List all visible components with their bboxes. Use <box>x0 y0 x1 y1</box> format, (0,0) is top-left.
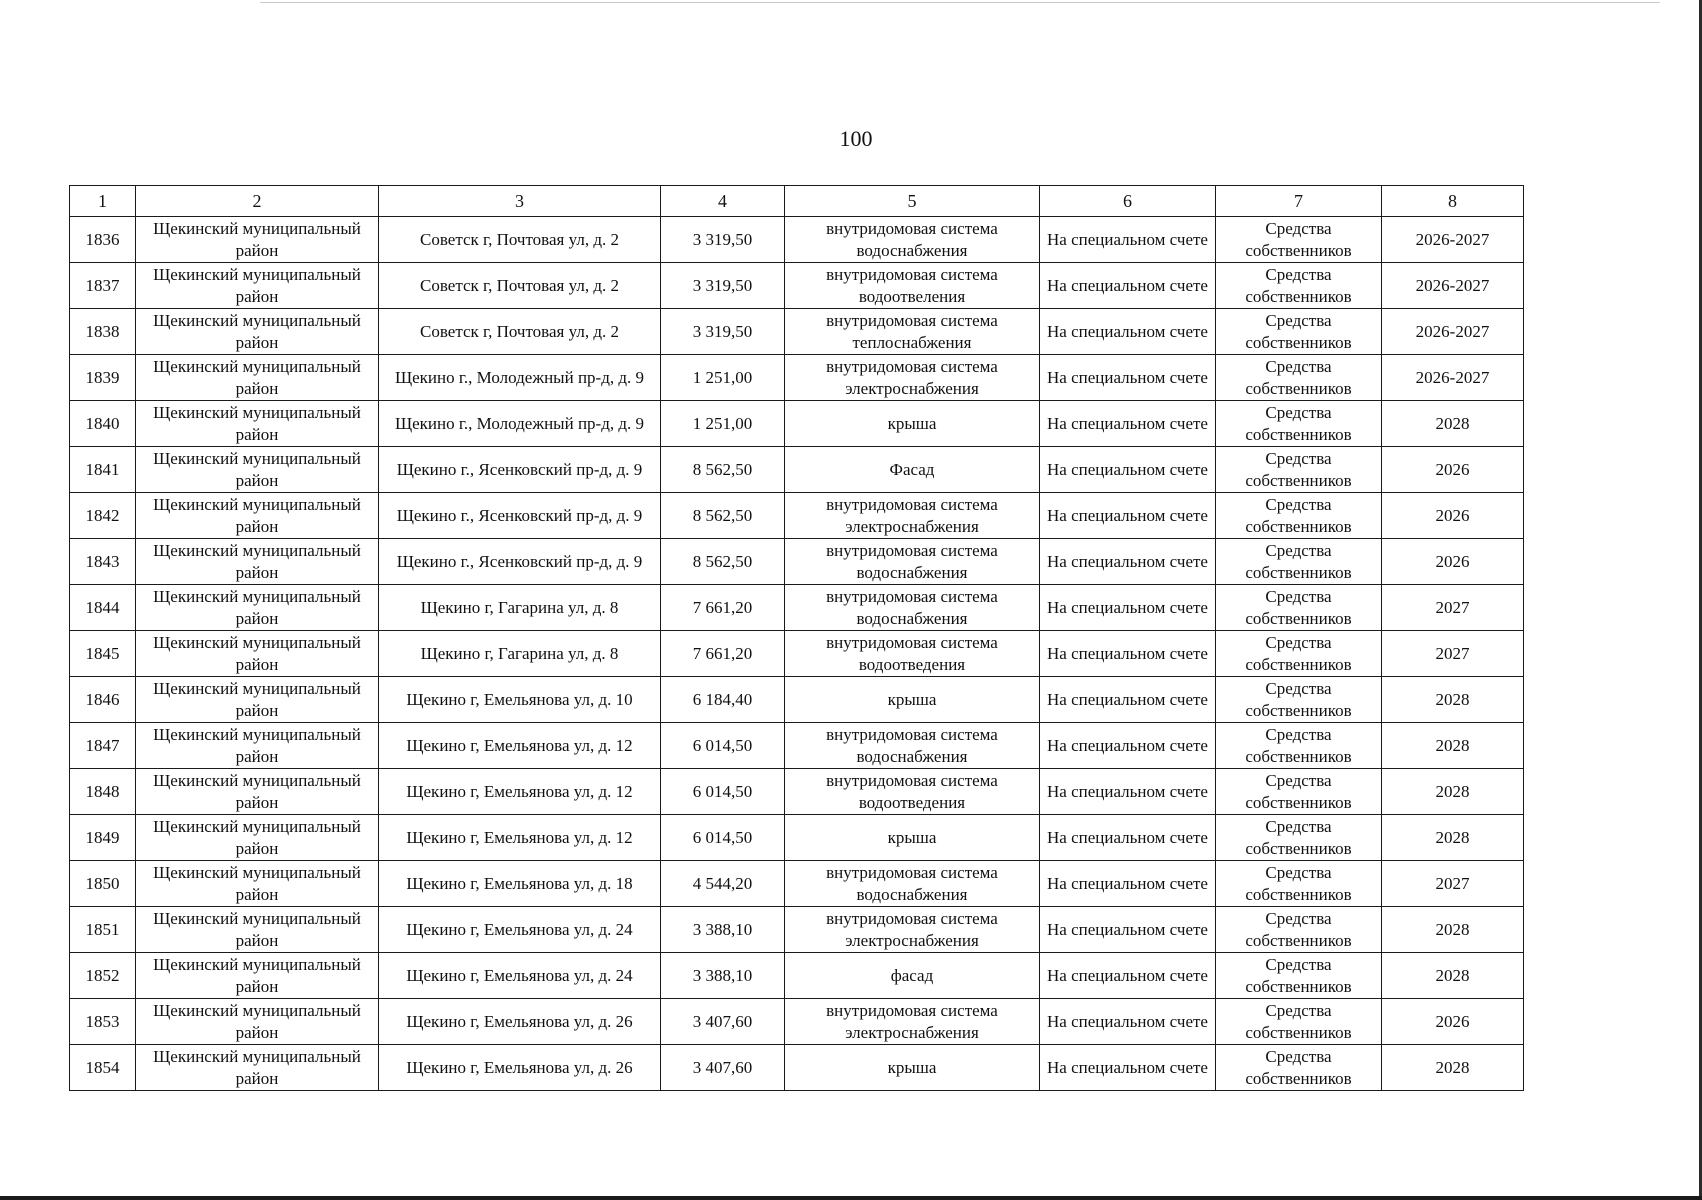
account-type-cell: На специальном счете <box>1040 907 1216 953</box>
cost-cell: 3 407,60 <box>661 999 785 1045</box>
district-cell: Щекинский муниципальный район <box>136 815 379 861</box>
work-type-cell: фасад <box>785 953 1040 999</box>
district-cell: Щекинский муниципальный район <box>136 769 379 815</box>
register-table <box>69 185 1524 1091</box>
row-number-cell: 1846 <box>70 677 136 723</box>
funding-source-cell: Средства собственников <box>1216 723 1382 769</box>
work-type-cell: внутридомовая система теплоснабжения <box>785 309 1040 355</box>
table-row <box>70 815 1524 861</box>
table-row <box>70 907 1524 953</box>
period-cell: 2028 <box>1382 401 1524 447</box>
table-row <box>70 263 1524 309</box>
work-type-cell: крыша <box>785 1045 1040 1091</box>
table-row <box>70 769 1524 815</box>
cost-cell: 6 184,40 <box>661 677 785 723</box>
address-cell: Щекино г, Гагарина ул, д. 8 <box>379 585 661 631</box>
period-cell: 2026-2027 <box>1382 263 1524 309</box>
cost-cell: 6 014,50 <box>661 815 785 861</box>
period-cell: 2027 <box>1382 585 1524 631</box>
district-cell: Щекинский муниципальный район <box>136 907 379 953</box>
address-cell: Щекино г, Гагарина ул, д. 8 <box>379 631 661 677</box>
account-type-cell: На специальном счете <box>1040 447 1216 493</box>
district-cell: Щекинский муниципальный район <box>136 861 379 907</box>
cost-cell: 8 562,50 <box>661 447 785 493</box>
address-cell: Щекино г, Емельянова ул, д. 10 <box>379 677 661 723</box>
address-cell: Щекино г., Молодежный пр-д, д. 9 <box>379 401 661 447</box>
funding-source-cell: Средства собственников <box>1216 907 1382 953</box>
account-type-cell: На специальном счете <box>1040 999 1216 1045</box>
table-row <box>70 723 1524 769</box>
account-type-cell: На специальном счете <box>1040 815 1216 861</box>
account-type-cell: На специальном счете <box>1040 631 1216 677</box>
period-cell: 2028 <box>1382 723 1524 769</box>
address-cell: Щекино г, Емельянова ул, д. 24 <box>379 953 661 999</box>
funding-source-cell: Средства собственников <box>1216 447 1382 493</box>
district-cell: Щекинский муниципальный район <box>136 953 379 999</box>
row-number-cell: 1851 <box>70 907 136 953</box>
row-number-cell: 1842 <box>70 493 136 539</box>
funding-source-cell: Средства собственников <box>1216 263 1382 309</box>
district-cell: Щекинский муниципальный район <box>136 723 379 769</box>
funding-source-cell: Средства собственников <box>1216 217 1382 263</box>
row-number-cell: 1847 <box>70 723 136 769</box>
cost-cell: 7 661,20 <box>661 585 785 631</box>
table-row <box>70 217 1524 263</box>
work-type-cell: внутридомовая система электроснабжения <box>785 999 1040 1045</box>
address-cell: Щекино г, Емельянова ул, д. 12 <box>379 769 661 815</box>
row-number-cell: 1844 <box>70 585 136 631</box>
cost-cell: 8 562,50 <box>661 539 785 585</box>
funding-source-cell: Средства собственников <box>1216 355 1382 401</box>
address-cell: Щекино г., Молодежный пр-д, д. 9 <box>379 355 661 401</box>
work-type-cell: внутридомовая система водоснабжения <box>785 217 1040 263</box>
row-number-cell: 1854 <box>70 1045 136 1091</box>
table-row <box>70 493 1524 539</box>
district-cell: Щекинский муниципальный район <box>136 677 379 723</box>
work-type-cell: внутридомовая система электроснабжения <box>785 355 1040 401</box>
table-row <box>70 401 1524 447</box>
cost-cell: 4 544,20 <box>661 861 785 907</box>
funding-source-cell: Средства собственников <box>1216 585 1382 631</box>
funding-source-cell: Средства собственников <box>1216 401 1382 447</box>
period-cell: 2026 <box>1382 999 1524 1045</box>
column-number-5: 5 <box>785 186 1040 217</box>
period-cell: 2028 <box>1382 769 1524 815</box>
table-row <box>70 861 1524 907</box>
cost-cell: 3 319,50 <box>661 263 785 309</box>
period-cell: 2026 <box>1382 539 1524 585</box>
cost-cell: 3 407,60 <box>661 1045 785 1091</box>
district-cell: Щекинский муниципальный район <box>136 309 379 355</box>
work-type-cell: внутридомовая система водоснабжения <box>785 723 1040 769</box>
district-cell: Щекинский муниципальный район <box>136 999 379 1045</box>
cost-cell: 7 661,20 <box>661 631 785 677</box>
account-type-cell: На специальном счете <box>1040 769 1216 815</box>
account-type-cell: На специальном счете <box>1040 355 1216 401</box>
column-number-6: 6 <box>1040 186 1216 217</box>
row-number-cell: 1848 <box>70 769 136 815</box>
table-row <box>70 953 1524 999</box>
district-cell: Щекинский муниципальный район <box>136 1045 379 1091</box>
column-number-2: 2 <box>136 186 379 217</box>
page-number: 100 <box>839 126 873 151</box>
period-cell: 2028 <box>1382 1045 1524 1091</box>
funding-source-cell: Средства собственников <box>1216 999 1382 1045</box>
account-type-cell: На специальном счете <box>1040 677 1216 723</box>
account-type-cell: На специальном счете <box>1040 861 1216 907</box>
funding-source-cell: Средства собственников <box>1216 861 1382 907</box>
register-table-wrapper <box>69 185 1524 1091</box>
funding-source-cell: Средства собственников <box>1216 1045 1382 1091</box>
column-number-8: 8 <box>1382 186 1524 217</box>
address-cell: Советск г, Почтовая ул, д. 2 <box>379 217 661 263</box>
row-number-cell: 1838 <box>70 309 136 355</box>
column-number-1: 1 <box>70 186 136 217</box>
scan-bottom-edge <box>0 1196 1702 1200</box>
work-type-cell: внутридомовая система водоснабжения <box>785 861 1040 907</box>
work-type-cell: крыша <box>785 401 1040 447</box>
funding-source-cell: Средства собственников <box>1216 493 1382 539</box>
row-number-cell: 1839 <box>70 355 136 401</box>
period-cell: 2028 <box>1382 907 1524 953</box>
account-type-cell: На специальном счете <box>1040 953 1216 999</box>
period-cell: 2027 <box>1382 861 1524 907</box>
district-cell: Щекинский муниципальный район <box>136 493 379 539</box>
address-cell: Щекино г, Емельянова ул, д. 26 <box>379 1045 661 1091</box>
work-type-cell: внутридомовая система водоснабжения <box>785 585 1040 631</box>
table-row <box>70 355 1524 401</box>
address-cell: Щекино г, Емельянова ул, д. 26 <box>379 999 661 1045</box>
table-row <box>70 677 1524 723</box>
work-type-cell: внутридомовая система водоотвеления <box>785 263 1040 309</box>
row-number-cell: 1837 <box>70 263 136 309</box>
account-type-cell: На специальном счете <box>1040 217 1216 263</box>
table-row <box>70 1045 1524 1091</box>
row-number-cell: 1841 <box>70 447 136 493</box>
account-type-cell: На специальном счете <box>1040 263 1216 309</box>
cost-cell: 1 251,00 <box>661 355 785 401</box>
column-number-4: 4 <box>661 186 785 217</box>
funding-source-cell: Средства собственников <box>1216 631 1382 677</box>
table-row <box>70 999 1524 1045</box>
district-cell: Щекинский муниципальный район <box>136 631 379 677</box>
funding-source-cell: Средства собственников <box>1216 953 1382 999</box>
cost-cell: 3 319,50 <box>661 217 785 263</box>
district-cell: Щекинский муниципальный район <box>136 539 379 585</box>
row-number-cell: 1845 <box>70 631 136 677</box>
funding-source-cell: Средства собственников <box>1216 309 1382 355</box>
district-cell: Щекинский муниципальный район <box>136 217 379 263</box>
work-type-cell: внутридомовая система водоотведения <box>785 769 1040 815</box>
account-type-cell: На специальном счете <box>1040 309 1216 355</box>
account-type-cell: На специальном счете <box>1040 539 1216 585</box>
period-cell: 2028 <box>1382 953 1524 999</box>
address-cell: Щекино г, Емельянова ул, д. 12 <box>379 723 661 769</box>
account-type-cell: На специальном счете <box>1040 493 1216 539</box>
cost-cell: 3 388,10 <box>661 907 785 953</box>
funding-source-cell: Средства собственников <box>1216 539 1382 585</box>
column-number-row <box>70 186 1524 217</box>
work-type-cell: внутридомовая система водоотведения <box>785 631 1040 677</box>
work-type-cell: крыша <box>785 677 1040 723</box>
work-type-cell: крыша <box>785 815 1040 861</box>
account-type-cell: На специальном счете <box>1040 723 1216 769</box>
district-cell: Щекинский муниципальный район <box>136 355 379 401</box>
district-cell: Щекинский муниципальный район <box>136 585 379 631</box>
account-type-cell: На специальном счете <box>1040 585 1216 631</box>
address-cell: Щекино г., Ясенковский пр-д, д. 9 <box>379 493 661 539</box>
work-type-cell: внутридомовая система электроснабжения <box>785 493 1040 539</box>
address-cell: Щекино г., Ясенковский пр-д, д. 9 <box>379 539 661 585</box>
work-type-cell: Фасад <box>785 447 1040 493</box>
district-cell: Щекинский муниципальный район <box>136 401 379 447</box>
funding-source-cell: Средства собственников <box>1216 815 1382 861</box>
column-number-7: 7 <box>1216 186 1382 217</box>
row-number-cell: 1840 <box>70 401 136 447</box>
period-cell: 2026-2027 <box>1382 217 1524 263</box>
row-number-cell: 1836 <box>70 217 136 263</box>
work-type-cell: внутридомовая система электроснабжения <box>785 907 1040 953</box>
period-cell: 2028 <box>1382 815 1524 861</box>
row-number-cell: 1849 <box>70 815 136 861</box>
funding-source-cell: Средства собственников <box>1216 769 1382 815</box>
cost-cell: 3 388,10 <box>661 953 785 999</box>
period-cell: 2027 <box>1382 631 1524 677</box>
table-row <box>70 539 1524 585</box>
table-row <box>70 309 1524 355</box>
cost-cell: 6 014,50 <box>661 723 785 769</box>
table-row <box>70 631 1524 677</box>
register-table-body <box>70 186 1524 1091</box>
row-number-cell: 1853 <box>70 999 136 1045</box>
column-number-3: 3 <box>379 186 661 217</box>
cost-cell: 6 014,50 <box>661 769 785 815</box>
address-cell: Щекино г, Емельянова ул, д. 18 <box>379 861 661 907</box>
cost-cell: 1 251,00 <box>661 401 785 447</box>
district-cell: Щекинский муниципальный район <box>136 447 379 493</box>
cost-cell: 8 562,50 <box>661 493 785 539</box>
district-cell: Щекинский муниципальный район <box>136 263 379 309</box>
account-type-cell: На специальном счете <box>1040 1045 1216 1091</box>
row-number-cell: 1850 <box>70 861 136 907</box>
account-type-cell: На специальном счете <box>1040 401 1216 447</box>
address-cell: Советск г, Почтовая ул, д. 2 <box>379 263 661 309</box>
scan-top-line <box>260 2 1660 3</box>
period-cell: 2026 <box>1382 493 1524 539</box>
period-cell: 2026-2027 <box>1382 309 1524 355</box>
address-cell: Щекино г., Ясенковский пр-д, д. 9 <box>379 447 661 493</box>
address-cell: Щекино г, Емельянова ул, д. 12 <box>379 815 661 861</box>
period-cell: 2028 <box>1382 677 1524 723</box>
table-row <box>70 447 1524 493</box>
period-cell: 2026-2027 <box>1382 355 1524 401</box>
cost-cell: 3 319,50 <box>661 309 785 355</box>
funding-source-cell: Средства собственников <box>1216 677 1382 723</box>
table-row <box>70 585 1524 631</box>
address-cell: Советск г, Почтовая ул, д. 2 <box>379 309 661 355</box>
row-number-cell: 1843 <box>70 539 136 585</box>
row-number-cell: 1852 <box>70 953 136 999</box>
period-cell: 2026 <box>1382 447 1524 493</box>
work-type-cell: внутридомовая система водоснабжения <box>785 539 1040 585</box>
address-cell: Щекино г, Емельянова ул, д. 24 <box>379 907 661 953</box>
